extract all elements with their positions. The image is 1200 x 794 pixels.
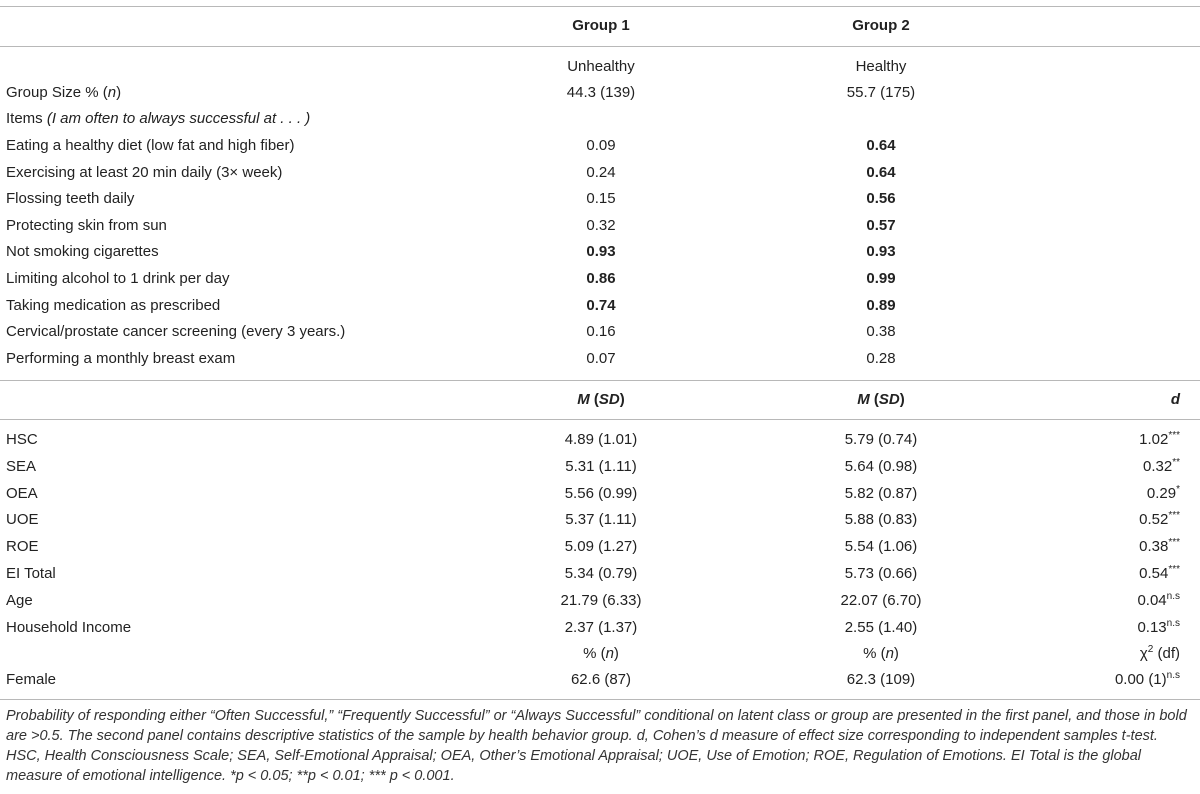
stat-g2-value: 5.54 (1.06): [844, 538, 918, 556]
item-g2-value: 0.64: [866, 163, 896, 181]
item-row: [0, 186, 1200, 212]
group-size-g1: 44.3 (139): [566, 84, 636, 101]
panel-rule: [0, 380, 1200, 381]
stat-significance: *: [1176, 483, 1180, 495]
stats-row: [0, 588, 1200, 614]
g2-pct-header: % (n): [863, 645, 899, 662]
female-label: Female: [6, 671, 57, 688]
stat-effect-size: [1040, 561, 1180, 587]
item-g1-value: 0.24: [586, 163, 616, 181]
stat-label: HSC: [6, 431, 38, 448]
item-g2-value: 0.57: [866, 216, 896, 234]
stat-label: EI Total: [6, 565, 56, 582]
group2-subheader: Healthy: [855, 58, 907, 75]
pct-header-row: [0, 641, 1200, 667]
stats-header-row: [0, 387, 1200, 413]
stat-d-value: 0.32: [1143, 457, 1173, 475]
item-row: [0, 213, 1200, 239]
item-g1-value: 0.86: [586, 270, 616, 287]
stat-g1-value: 4.89 (1.01): [564, 431, 638, 448]
item-g1-value: 0.32: [586, 216, 616, 234]
stat-d-value: 0.04: [1137, 591, 1167, 609]
stat-significance: n.s: [1166, 617, 1180, 629]
stat-significance: n.s: [1166, 590, 1180, 602]
bottom-rule: [0, 699, 1200, 700]
item-g2-value: 0.28: [866, 349, 896, 367]
top-rule: [0, 6, 1200, 7]
female-chi: 0.00 $(1)^{n.s}$: [1114, 670, 1180, 688]
stat-g2-value: 5.82 (0.87): [844, 484, 918, 502]
item-label: Eating a healthy diet (low fat and high fiber): [6, 137, 295, 154]
item-row: [0, 239, 1200, 265]
stat-g2-value: 2.55 (1.40): [844, 618, 918, 636]
stat-g1-value: 5.31 (1.11): [565, 457, 637, 475]
stat-significance: ***: [1168, 510, 1180, 522]
stat-g1-value: 21.79 (6.33): [560, 591, 642, 609]
item-g2-value: 0.56: [866, 190, 896, 208]
items-header-label: Items (I am often to always successful at . . . ): [6, 110, 311, 127]
item-g1-value: 0.09: [586, 137, 616, 154]
female-g1: 62.6 (87): [570, 671, 632, 688]
stat-significance: ***: [1168, 564, 1180, 575]
stat-g1-value: 2.37 (1.37): [564, 618, 638, 636]
item-g1-value: 0.93: [586, 243, 616, 261]
chi-square-header: $\chi^2$ (df): [1139, 644, 1180, 662]
stats-row: [0, 534, 1200, 560]
stat-label: SEA: [6, 457, 37, 475]
stat-g2-value: 5.64 (0.98): [844, 457, 918, 475]
stat-significance: ***: [1168, 430, 1180, 441]
stat-g2-value: 22.07 (6.70): [840, 591, 922, 609]
item-label: Flossing teeth daily: [6, 190, 135, 208]
stat-effect-size: [1040, 454, 1180, 480]
stat-g2-value: 5.73 (0.66): [844, 565, 918, 582]
header-rule: [0, 46, 1200, 47]
stat-label: Age: [6, 591, 33, 609]
stat-effect-size: [1040, 615, 1180, 641]
g1-pct-header: % (n): [583, 645, 619, 662]
stat-significance: ***: [1168, 537, 1180, 549]
stats-row: [0, 481, 1200, 507]
item-label: Taking medication as prescribed: [6, 296, 221, 314]
stat-g2-value: 5.88 (0.83): [844, 511, 918, 529]
stat-d-value: 0.54: [1139, 565, 1169, 582]
item-g1-value: 0.16: [586, 323, 616, 341]
stat-label: UOE: [6, 511, 39, 529]
stat-effect-size: [1040, 481, 1180, 507]
stat-label: OEA: [6, 484, 38, 502]
stat-g1-value: 5.37 (1.11): [565, 511, 637, 529]
d-header: d: [1170, 391, 1180, 408]
group1-subheader: Unhealthy: [567, 58, 635, 75]
group2-header: Group 2: [852, 17, 910, 34]
header-row: [0, 13, 1200, 39]
item-g1-value: 0.15: [586, 190, 616, 208]
stat-g1-value: 5.09 (1.27): [564, 538, 638, 556]
stat-d-value: 0.29: [1146, 484, 1177, 502]
item-row: [0, 266, 1200, 292]
female-row: [0, 667, 1200, 693]
item-g1-value: 0.07: [586, 349, 616, 367]
item-g2-value: 0.99: [866, 270, 896, 287]
stat-effect-size: [1040, 588, 1180, 614]
stat-label: Household Income: [6, 618, 132, 636]
stat-effect-size: [1040, 507, 1180, 533]
stat-d-value: 0.13: [1137, 618, 1167, 636]
stat-g1-value: 5.56 (0.99): [564, 484, 638, 502]
stat-d-value: 1.02: [1139, 431, 1169, 448]
item-row: [0, 133, 1200, 159]
item-g2-value: 0.38: [866, 323, 896, 341]
stat-effect-size: [1040, 534, 1180, 560]
items-header-row: [0, 106, 1200, 132]
item-label: Limiting alcohol to 1 drink per day: [6, 270, 230, 287]
g2-msd-header: M (SD): [857, 391, 905, 408]
stat-effect-size: [1040, 427, 1180, 453]
item-g2-value: 0.64: [866, 137, 896, 154]
item-g2-value: 0.89: [866, 296, 896, 314]
item-row: [0, 160, 1200, 186]
stats-row: [0, 615, 1200, 641]
stats-row: [0, 427, 1200, 453]
item-label: Exercising at least 20 min daily (3× week): [6, 163, 283, 181]
table-footnote: Probability of responding either “Often Successful,” “Frequently Successful” or “Always Successful” conditional on latent class or group are presented in the first panel, and those in bold are >0.5. The second panel contains descriptive statistics of the sample by health behavior group. d, Cohen’s d measure of effect size corresponding to independent samples t-test. HSC, Health Consciousness Scale; SEA, Self-Emotional Appraisal; OEA, Other’s Emotional Appraisal; UOE, Use of Emotion; ROE, Regulation of Emotions. EI Total is the global measure of emotional intelligence. *p < 0.05; **p < 0.01; *** p < 0.001.: [6, 708, 1187, 784]
subheader-row: [0, 54, 1200, 80]
stat-g2-value: 5.79 (0.74): [844, 431, 918, 448]
item-row: [0, 319, 1200, 345]
g1-msd-header: M (SD): [577, 391, 625, 408]
item-label: Performing a monthly breast exam: [6, 349, 236, 367]
stats-row: [0, 507, 1200, 533]
stats-row: [0, 454, 1200, 480]
stat-d-value: 0.38: [1139, 538, 1169, 556]
stat-label: ROE: [6, 538, 39, 556]
group-size-label: Group Size % (n): [6, 84, 122, 101]
item-label: Cervical/prostate cancer screening (every 3 years.): [6, 323, 346, 341]
group1-header: Group 1: [572, 17, 630, 34]
stat-d-value: 0.52: [1139, 511, 1169, 529]
stat-g1-value: 5.34 (0.79): [564, 565, 638, 582]
item-row: [0, 293, 1200, 319]
group-size-row: [0, 80, 1200, 106]
item-label: Not smoking cigarettes: [6, 243, 159, 261]
stats-row: [0, 561, 1200, 587]
item-g1-value: 0.74: [586, 296, 616, 314]
female-g2: 62.3 (109): [846, 671, 916, 688]
stats-header-rule: [0, 419, 1200, 420]
item-row: [0, 346, 1200, 372]
stat-significance: **: [1172, 456, 1180, 468]
item-g2-value: 0.93: [866, 243, 896, 261]
item-label: Protecting skin from sun: [6, 216, 167, 234]
group-size-g2: 55.7 (175): [846, 84, 916, 101]
